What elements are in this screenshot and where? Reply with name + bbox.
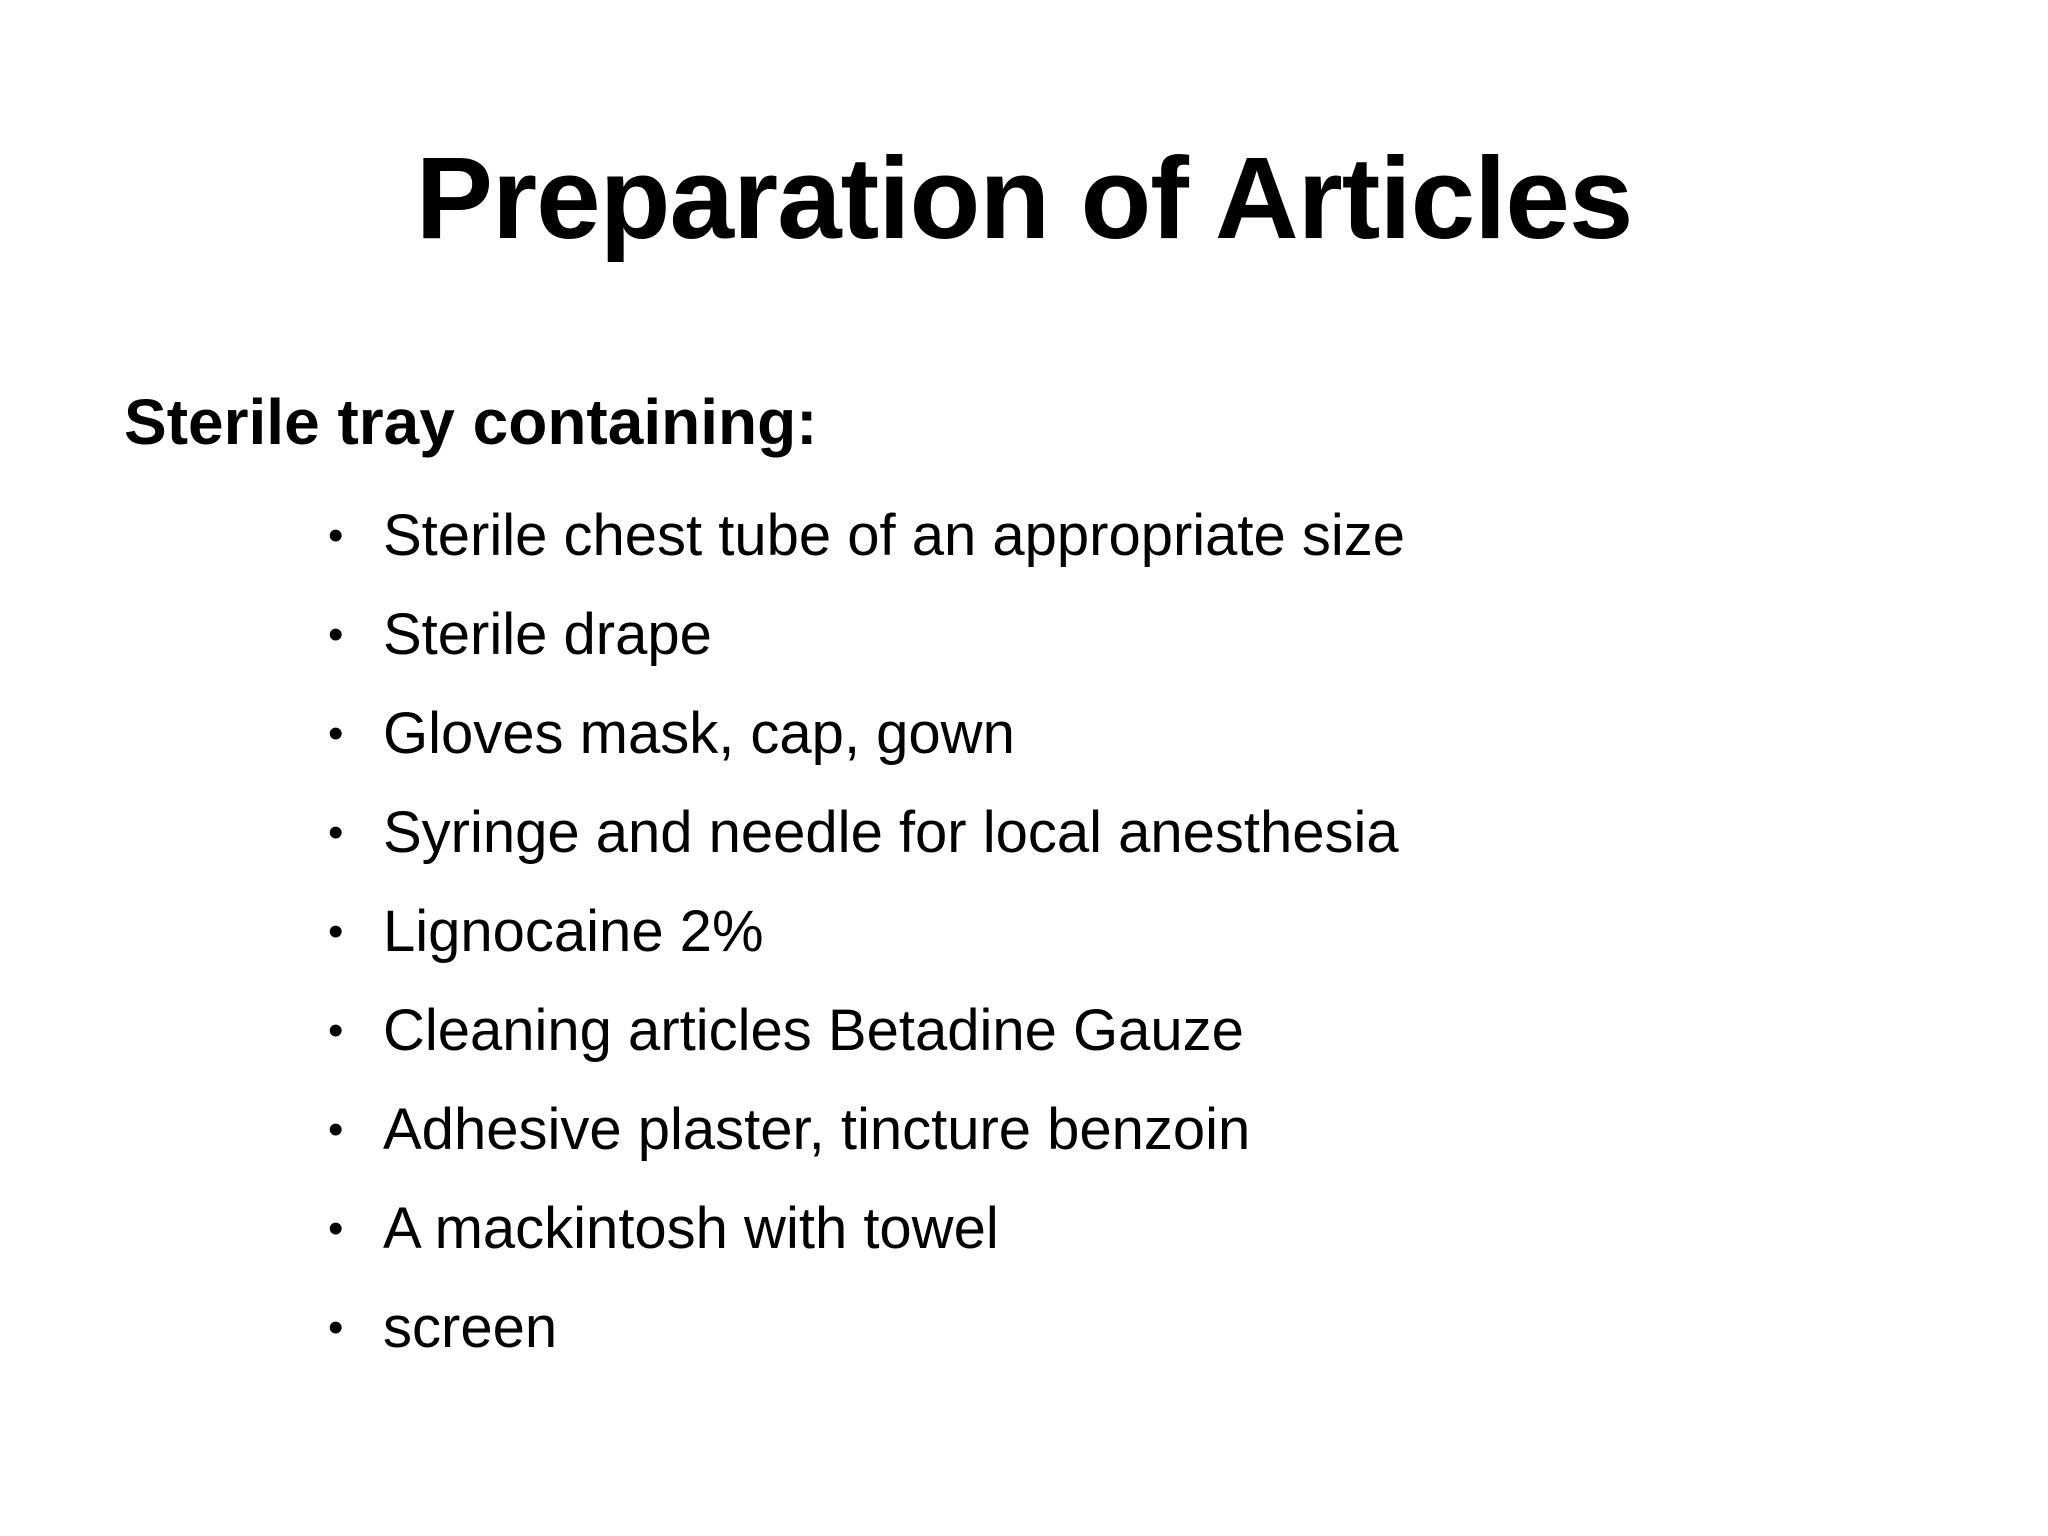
list-item-text: Sterile drape bbox=[383, 602, 712, 667]
bullet-icon: • bbox=[328, 1303, 344, 1352]
bullet-icon: • bbox=[328, 808, 344, 857]
list-item-text: A mackintosh with towel bbox=[383, 1196, 999, 1261]
article-list bbox=[328, 486, 1405, 1377]
list-item bbox=[328, 1080, 1405, 1179]
list-item bbox=[328, 684, 1405, 783]
list-item-text: screen bbox=[383, 1295, 558, 1360]
list-item-text: Adhesive plaster, tincture benzoin bbox=[383, 1097, 1251, 1162]
list-item-text: Gloves mask, cap, gown bbox=[383, 701, 1015, 766]
list-item bbox=[328, 1179, 1405, 1278]
list-item bbox=[328, 585, 1405, 684]
bullet-icon: • bbox=[328, 511, 344, 560]
list-item-text: Sterile chest tube of an appropriate size bbox=[383, 503, 1406, 568]
list-item bbox=[328, 981, 1405, 1080]
list-item-text: Cleaning articles Betadine Gauze bbox=[383, 998, 1244, 1063]
bullet-icon: • bbox=[328, 1204, 344, 1253]
list-item bbox=[328, 1278, 1405, 1377]
bullet-icon: • bbox=[328, 709, 344, 758]
bullet-icon: • bbox=[328, 1006, 344, 1055]
bullet-icon: • bbox=[328, 907, 344, 956]
list-item bbox=[328, 783, 1405, 882]
list-item bbox=[328, 486, 1405, 585]
slide-title: Preparation of Articles bbox=[415, 133, 1633, 263]
list-heading: Sterile tray containing: bbox=[124, 386, 818, 458]
list-item-text: Lignocaine 2% bbox=[383, 899, 764, 964]
bullet-icon: • bbox=[328, 610, 344, 659]
list-item-text: Syringe and needle for local anesthesia bbox=[383, 800, 1399, 865]
list-item bbox=[328, 882, 1405, 981]
bullet-icon: • bbox=[328, 1105, 344, 1154]
